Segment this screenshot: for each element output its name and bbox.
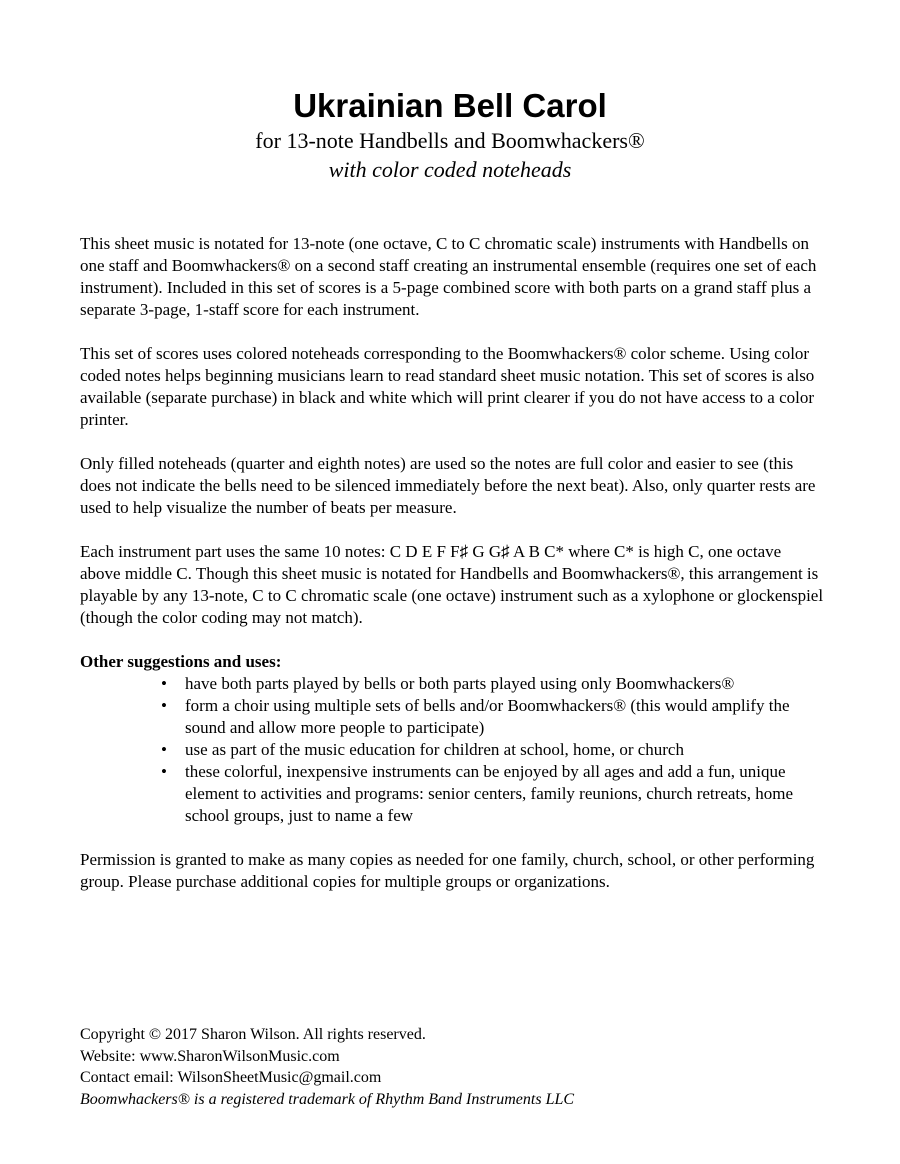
paragraph-intro: This sheet music is notated for 13-note (one octave, C to C chromatic scale) instruments with Handbells on one staff and Boomwhackers® on a second staff creating an instrumental ensemble (requires one set of each instrument). Included in this set of scores is a 5-page combined score with both parts on a grand staff plus a separate 3-page, 1-staff score for each instrument.	[80, 234, 817, 319]
suggestions-list	[80, 673, 824, 827]
copyright-line: Copyright © 2017 Sharon Wilson. All rights reserved.	[80, 1026, 426, 1043]
list-item	[161, 695, 824, 739]
bullet-icon: •	[161, 674, 167, 693]
bullet-icon: •	[161, 740, 167, 759]
suggestions-heading: Other suggestions and uses:	[80, 652, 282, 671]
list-item-text: use as part of the music education for children at school, home, or church	[185, 740, 684, 759]
footer	[80, 1024, 840, 1110]
page-title: Ukrainian Bell Carol	[293, 87, 607, 124]
bullet-icon: •	[161, 762, 167, 781]
list-item-text: form a choir using multiple sets of bells and/or Boomwhackers® (this would amplify the sound and allow more people to participate)	[185, 696, 790, 737]
page-subtitle-italic: with color coded noteheads	[328, 157, 572, 182]
list-item	[161, 739, 824, 761]
trademark-line: Boomwhackers® is a registered trademark of Rhythm Band Instruments LLC	[80, 1090, 575, 1108]
paragraph-notes: Each instrument part uses the same 10 notes: C D E F F♯ G G♯ A B C* where C* is high C, one octave above middle C. Though this sheet music is notated for Handbells and Boomwhackers®, this arrangement is playable by any 13-note, C to C chromatic scale (one octave) instrument such as a xylophone or glockenspiel (though the color coding may not match).	[80, 542, 824, 627]
list-item	[161, 673, 824, 695]
website-line: Website: www.SharonWilsonMusic.com	[80, 1047, 340, 1065]
list-item-text: these colorful, inexpensive instruments can be enjoyed by all ages and add a fun, unique element to activities and programs: senior centers, family reunions, church retreats, home school groups, just to name a few	[185, 762, 794, 825]
contact-line: Contact email: WilsonSheetMusic@gmail.com	[80, 1069, 382, 1086]
list-item	[161, 761, 824, 827]
paragraph-color-scheme: This set of scores uses colored noteheads corresponding to the Boomwhackers® color scheme. Using color coded notes helps beginning musicians learn to read standard sheet music notation. This set of scores is also available (separate purchase) in black and white which will print clearer if you do not have access to a color printer.	[80, 344, 815, 429]
page-subtitle: for 13-note Handbells and Boomwhackers®	[255, 128, 645, 153]
list-item-text: have both parts played by bells or both parts played using only Boomwhackers®	[185, 674, 735, 693]
header	[0, 86, 900, 184]
paragraph-noteheads: Only filled noteheads (quarter and eighth notes) are used so the notes are full color and easier to see (this does not indicate the bells need to be silenced immediately before the next beat). Also, only quarter rests are used to help visualize the number of beats per measure.	[80, 454, 816, 517]
paragraph-permission: Permission is granted to make as many copies as needed for one family, church, school, or other performing group. Please purchase additional copies for multiple groups or organizations.	[80, 850, 815, 891]
bullet-icon: •	[161, 696, 167, 715]
body-text	[80, 233, 824, 893]
